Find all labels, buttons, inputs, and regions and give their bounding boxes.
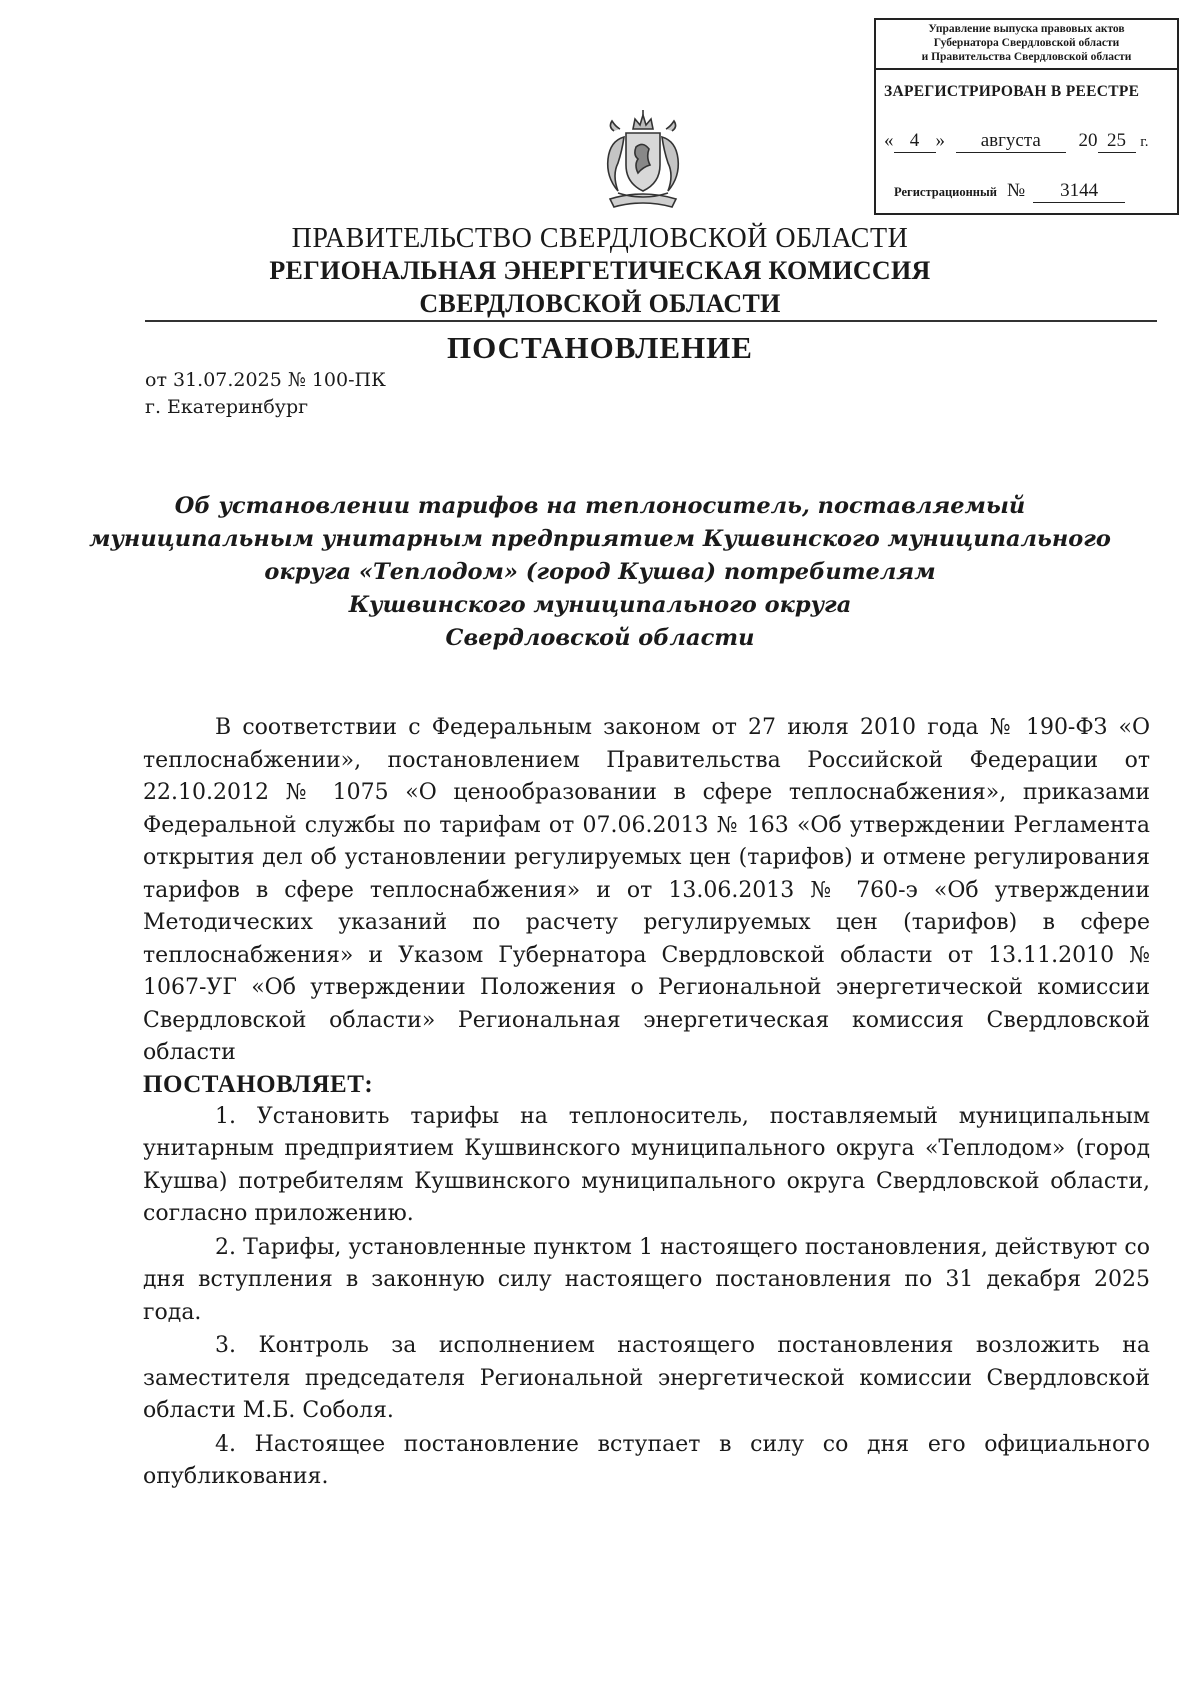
title-line: округа «Теплодом» (город Кушва) потребителям bbox=[264, 559, 936, 585]
document-body bbox=[143, 712, 1150, 1494]
commission-name: РЕГИОНАЛЬНАЯ ЭНЕРГЕТИЧЕСКАЯ КОМИССИЯ bbox=[269, 256, 931, 285]
stamp-date-year: 25 bbox=[1098, 130, 1136, 153]
title-line: Кушвинского муниципального округа bbox=[348, 592, 852, 618]
stamp-date-year-unit: г. bbox=[1140, 134, 1149, 150]
stamp-registered-label: ЗАРЕГИСТРИРОВАН В РЕЕСТРЕ bbox=[884, 83, 1140, 100]
stamp-date-day: 4 bbox=[894, 130, 936, 153]
stamp-date-close-quote: » bbox=[935, 130, 945, 151]
stamp-reg-number-label: Регистрационный bbox=[894, 185, 997, 199]
stamp-date-month: августа bbox=[956, 130, 1066, 153]
header-divider bbox=[145, 320, 1157, 322]
stamp-header bbox=[876, 20, 1177, 70]
stamp-number-sign: № bbox=[1006, 180, 1026, 201]
document-title bbox=[0, 490, 1200, 655]
document-date-number: от 31.07.2025 № 100-ПК bbox=[145, 369, 386, 391]
stamp-reg-number-value: 3144 bbox=[1033, 180, 1125, 203]
document-city: г. Екатеринбург bbox=[145, 396, 309, 418]
stamp-header-line: и Правительства Свердловской области bbox=[921, 51, 1132, 63]
preamble-paragraph: В соответствии с Федеральным законом от 27 июля 2010 года № 190-ФЗ «О теплоснабжении», постановлением Правительства Российской Федерации от 22.10.2012 № 1075 «О ценообразовании в сфере теплоснабжения», приказами Федеральной службы по тарифам от 07.06.2013 № 163 «Об утверждении Регламента открытия дел об установлении регулируемых цен (тарифов) и отмене регулирования тарифов в сфере теплоснабжения» и от 13.06.2013 № 760-э «Об утверждении Методических указаний по расчету регулируемых цен (тарифов) в сфере теплоснабжения» и Указом Губернатора Свердловской области от 13.11.2010 № 1067-УГ «Об утверждении Положения о Региональной энергетической комиссии Свердловской области» Региональная энергетическая комиссия Свердловской области bbox=[143, 715, 1150, 1065]
stamp-header-line: Управление выпуска правовых актов bbox=[928, 23, 1125, 35]
stamp-header-line: Губернатора Свердловской области bbox=[933, 37, 1120, 49]
title-line: Свердловской области bbox=[445, 625, 755, 651]
coat-of-arms-icon bbox=[588, 107, 698, 217]
decree-point-1: 1. Установить тарифы на теплоноситель, поставляемый муниципальным унитарным предприятием Кушвинского муниципального округа «Теплодом» (город Кушва) потребителям Кушвинского муниципального округа Свердловской области, согласно приложению. bbox=[143, 1103, 1150, 1226]
stamp-reg-number bbox=[894, 180, 1125, 203]
decree-point-2: 2. Тарифы, установленные пунктом 1 настоящего постановления, действуют со дня вступления в законную силу настоящего постановления по 31 декабря 2025 года. bbox=[143, 1234, 1150, 1325]
government-name: ПРАВИТЕЛЬСТВО СВЕРДЛОВСКОЙ ОБЛАСТИ bbox=[291, 223, 909, 254]
registration-stamp bbox=[874, 18, 1179, 215]
title-line: муниципальным унитарным предприятием Кушвинского муниципального bbox=[89, 526, 1111, 552]
document-type: ПОСТАНОВЛЕНИЕ bbox=[447, 330, 753, 365]
stamp-date-year-prefix: 20 bbox=[1078, 130, 1098, 151]
stamp-date-open-quote: « bbox=[884, 130, 894, 151]
stamp-date bbox=[884, 130, 1148, 153]
decree-point-4: 4. Настоящее постановление вступает в силу со дня его официального опубликования. bbox=[143, 1431, 1150, 1489]
title-line: Об установлении тарифов на теплоноситель, поставляемый bbox=[174, 493, 1026, 519]
region-name: СВЕРДЛОВСКОЙ ОБЛАСТИ bbox=[419, 289, 781, 318]
decree-point-3: 3. Контроль за исполнением настоящего постановления возложить на заместителя председателя Региональной энергетической комиссии Свердловской области М.Б. Соболя. bbox=[143, 1333, 1150, 1423]
document-meta bbox=[145, 367, 386, 421]
decree-heading: ПОСТАНОВЛЯЕТ: bbox=[143, 1070, 374, 1098]
